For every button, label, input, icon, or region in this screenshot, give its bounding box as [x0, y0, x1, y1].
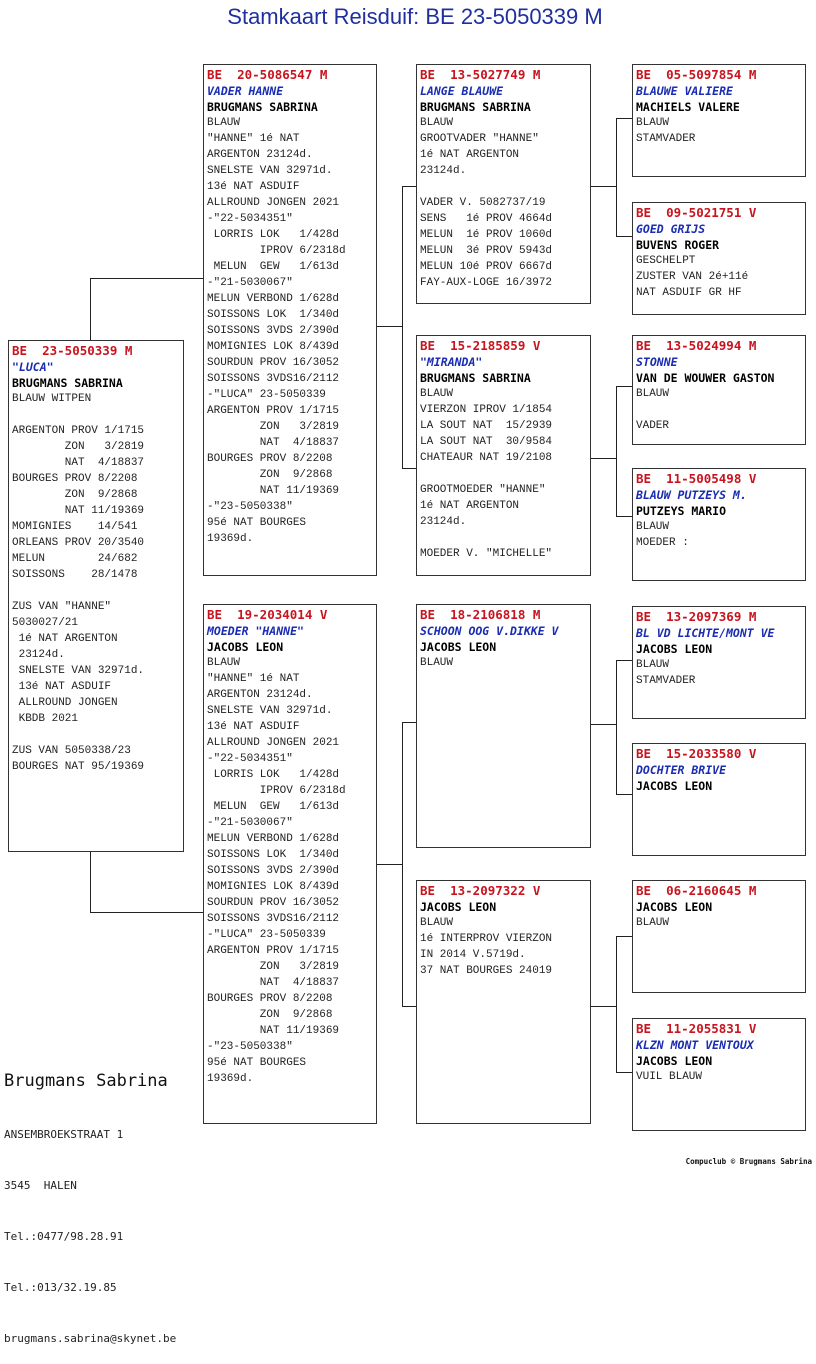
ring-number: BE 20-5086547 M [207, 67, 328, 82]
pigeon-card-dds [632, 880, 806, 993]
pigeon-name: DOCHTER BRIVE [636, 763, 727, 777]
owner-phone-1: Tel.:0477/98.28.91 [4, 1230, 124, 1243]
page-title: Stamkaart Reisduif: BE 23-5050339 M [227, 4, 603, 29]
connector-line [590, 458, 616, 459]
pigeon-card-dsd [632, 743, 806, 856]
pigeon-owner: JACOBS LEON [420, 900, 497, 914]
connector-line [616, 386, 632, 387]
connector-line [616, 118, 617, 236]
ring-number: BE 19-2034014 V [207, 607, 328, 622]
pigeon-name: VADER HANNE [207, 84, 284, 98]
connector-line [616, 386, 617, 516]
pigeon-card-dam [203, 604, 377, 1124]
connector-line [90, 278, 204, 279]
pigeon-name: BL VD LICHTE/MONT VE [636, 626, 775, 640]
ring-number: BE 15-2033580 V [636, 746, 757, 761]
pigeon-details: BLAUW VIERZON IPROV 1/1854 LA SOUT NAT 15/2939 LA SOUT NAT 30/9584 CHATEAUR NAT 19/2108 GROOTMOEDER "HANNE" 1é NAT ARGENTON 23124d. MOEDER V. "MICHELLE" [420, 388, 553, 560]
pigeon-owner: VAN DE WOUWER GASTON [636, 371, 775, 385]
connector-line [590, 1006, 616, 1007]
connector-line [402, 186, 416, 187]
pigeon-name: GOED GRIJS [636, 222, 706, 236]
owner-email: brugmans.sabrina@skynet.be [4, 1332, 177, 1345]
pigeon-card-sire-dam [416, 335, 591, 576]
pigeon-owner: BRUGMANS SABRINA [12, 376, 123, 390]
connector-line [90, 852, 91, 912]
pigeon-card-sds [632, 335, 806, 445]
ring-number: BE 13-5027749 M [420, 67, 541, 82]
ring-number: BE 09-5021751 V [636, 205, 757, 220]
pigeon-details: BLAUW "HANNE" 1é NAT ARGENTON 23124d. SNELSTE VAN 32971d. 13é NAT ASDUIF ALLROUND JONGEN 2021 -"22-5034351" LORRIS LOK 1/428d IPROV 6/2318d MELUN GEW 1/613d -"21-5030067" MELUN VERBOND 1/628d SOISSONS LOK 1/340d SOISSONS 3VDS 2/390d MOMIGNIES LOK 8/439d SOURDUN PROV 16/3052 SOISSONS 3VDS16/2112 -"LUCA" 23-5050339 ARGENTON PROV 1/1715 ZON 3/2819 NAT 4/18837 BOURGES PROV 8/2208 ZON 9/2868 NAT 11/19369 -"23-5050338" 95é NAT BOURGES 19369d. [207, 657, 346, 1085]
connector-line [590, 724, 616, 725]
connector-line [90, 912, 204, 913]
pigeon-details: BLAUW WITPEN ARGENTON PROV 1/1715 ZON 3/2819 NAT 4/18837 BOURGES PROV 8/2208 ZON 9/2868 NAT 11/19369 MOMIGNIES 14/541 ORLEANS PROV 20/3540 MELUN 24/682 SOISSONS 28/1478 ZUS VAN "HANNE" 5030027/21 1é NAT ARGENTON 23124d. SNELSTE VAN 32971d. 13é NAT ASDUIF ALLROUND JONGEN KBDB 2021 ZUS VAN 5050338/23 BOURGES NAT 95/19369 [12, 393, 145, 773]
pigeon-owner: BRUGMANS SABRINA [207, 100, 318, 114]
pigeon-owner: JACOBS LEON [636, 642, 713, 656]
pigeon-details: BLAUW STAMVADER [636, 659, 696, 687]
pigeon-name: STONNE [636, 355, 678, 369]
connector-line [616, 118, 632, 119]
connector-line [616, 936, 632, 937]
pigeon-details: BLAUW MOEDER : [636, 521, 689, 549]
owner-city: 3545 HALEN [4, 1179, 77, 1192]
pigeon-name: "MIRANDA" [420, 355, 483, 369]
pigeon-card-sire [203, 64, 377, 576]
connector-line [402, 722, 403, 1006]
owner-phone-2: Tel.:013/32.19.85 [4, 1281, 117, 1294]
pigeon-details: BLAUW 1é INTERPROV VIERZON IN 2014 V.5719d. 37 NAT BOURGES 24019 [420, 917, 553, 977]
pigeon-details: BLAUW GROOTVADER "HANNE" 1é NAT ARGENTON 23124d. VADER V. 5082737/19 SENS 1é PROV 4664d MELUN 1é PROV 1060d MELUN 3é PROV 5943d MELUN 10é PROV 6667d FAY-AUX-LOGE 16/3972 [420, 117, 553, 289]
connector-line [616, 660, 632, 661]
pigeon-owner: PUTZEYS MARIO [636, 504, 727, 518]
pigeon-owner: BUVENS ROGER [636, 238, 720, 252]
ring-number: BE 15-2185859 V [420, 338, 541, 353]
pigeon-name: LANGE BLAUWE [420, 84, 504, 98]
pigeon-owner: JACOBS LEON [636, 1054, 713, 1068]
connector-line [402, 468, 416, 469]
pigeon-owner: JACOBS LEON [636, 779, 713, 793]
pigeon-details: BLAUW [420, 657, 454, 669]
pigeon-card-main [8, 340, 184, 852]
pigeon-name: MOEDER "HANNE" [207, 624, 304, 638]
pigeon-owner: BRUGMANS SABRINA [420, 100, 531, 114]
ring-number: BE 18-2106818 M [420, 607, 541, 622]
pigeon-name: "LUCA" [12, 360, 54, 374]
pigeon-card-sdd [632, 468, 806, 581]
pigeon-card-dam-sire [416, 604, 591, 848]
owner-street: ANSEMBROEKSTRAAT 1 [4, 1128, 124, 1141]
ring-number: BE 11-5005498 V [636, 471, 757, 486]
ring-number: BE 06-2160645 M [636, 883, 757, 898]
owner-contact [4, 1036, 176, 1364]
pigeon-details: BLAUW VADER [636, 388, 670, 432]
connector-line [402, 186, 403, 468]
owner-name: Brugmans Sabrina [4, 1071, 168, 1091]
pigeon-owner: JACOBS LEON [636, 900, 713, 914]
pigeon-card-dam-dam [416, 880, 591, 1124]
ring-number: BE 13-5024994 M [636, 338, 757, 353]
pigeon-owner: JACOBS LEON [207, 640, 284, 654]
footer-credit: Compuclub © Brugmans Sabrina [685, 1157, 812, 1166]
pigeon-details: BLAUW [636, 917, 670, 929]
connector-line [376, 864, 402, 865]
connector-line [616, 516, 632, 517]
pigeon-details: BLAUW "HANNE" 1é NAT ARGENTON 23124d. SNELSTE VAN 32971d. 13é NAT ASDUIF ALLROUND JONGEN 2021 -"22-5034351" LORRIS LOK 1/428d IPROV 6/2318d MELUN GEW 1/613d -"21-5030067" MELUN VERBOND 1/628d SOISSONS LOK 1/340d SOISSONS 3VDS 2/390d MOMIGNIES LOK 8/439d SOURDUN PROV 16/3052 SOISSONS 3VDS16/2112 -"LUCA" 23-5050339 ARGENTON PROV 1/1715 ZON 3/2819 NAT 4/18837 BOURGES PROV 8/2208 ZON 9/2868 NAT 11/19369 -"23-5050338" 95é NAT BOURGES 19369d. [207, 117, 346, 545]
pigeon-card-dss [632, 606, 806, 719]
connector-line [616, 660, 617, 794]
connector-line [376, 326, 402, 327]
pigeon-card-sss [632, 64, 806, 177]
pigeon-owner: MACHIELS VALERE [636, 100, 740, 114]
ring-number: BE 13-2097322 V [420, 883, 541, 898]
connector-line [616, 936, 617, 1072]
ring-number: BE 05-5097854 M [636, 67, 757, 82]
pigeon-name: BLAUWE VALIERE [636, 84, 733, 98]
pigeon-owner: JACOBS LEON [420, 640, 497, 654]
ring-number: BE 13-2097369 M [636, 609, 757, 624]
pigeon-name: KLZN MONT VENTOUX [636, 1038, 754, 1052]
pigeon-name: SCHOON OOG V.DIKKE V [420, 624, 559, 638]
connector-line [616, 794, 632, 795]
pigeon-card-ssd [632, 202, 806, 315]
pigeon-card-ddd [632, 1018, 806, 1131]
ring-number: BE 23-5050339 M [12, 343, 133, 358]
ring-number: BE 11-2055831 V [636, 1021, 757, 1036]
connector-line [590, 186, 616, 187]
pigeon-name: BLAUW PUTZEYS M. [636, 488, 747, 502]
connector-line [402, 722, 416, 723]
connector-line [90, 278, 91, 340]
pigeon-details: VUIL BLAUW [636, 1071, 703, 1083]
pigeon-owner: BRUGMANS SABRINA [420, 371, 531, 385]
connector-line [616, 1072, 632, 1073]
pigeon-details: BLAUW STAMVADER [636, 117, 696, 145]
pigeon-details: GESCHELPT ZUSTER VAN 2é+11é NAT ASDUIF GR HF [636, 255, 749, 299]
connector-line [616, 236, 632, 237]
connector-line [402, 1006, 416, 1007]
pigeon-card-sire-sire [416, 64, 591, 304]
